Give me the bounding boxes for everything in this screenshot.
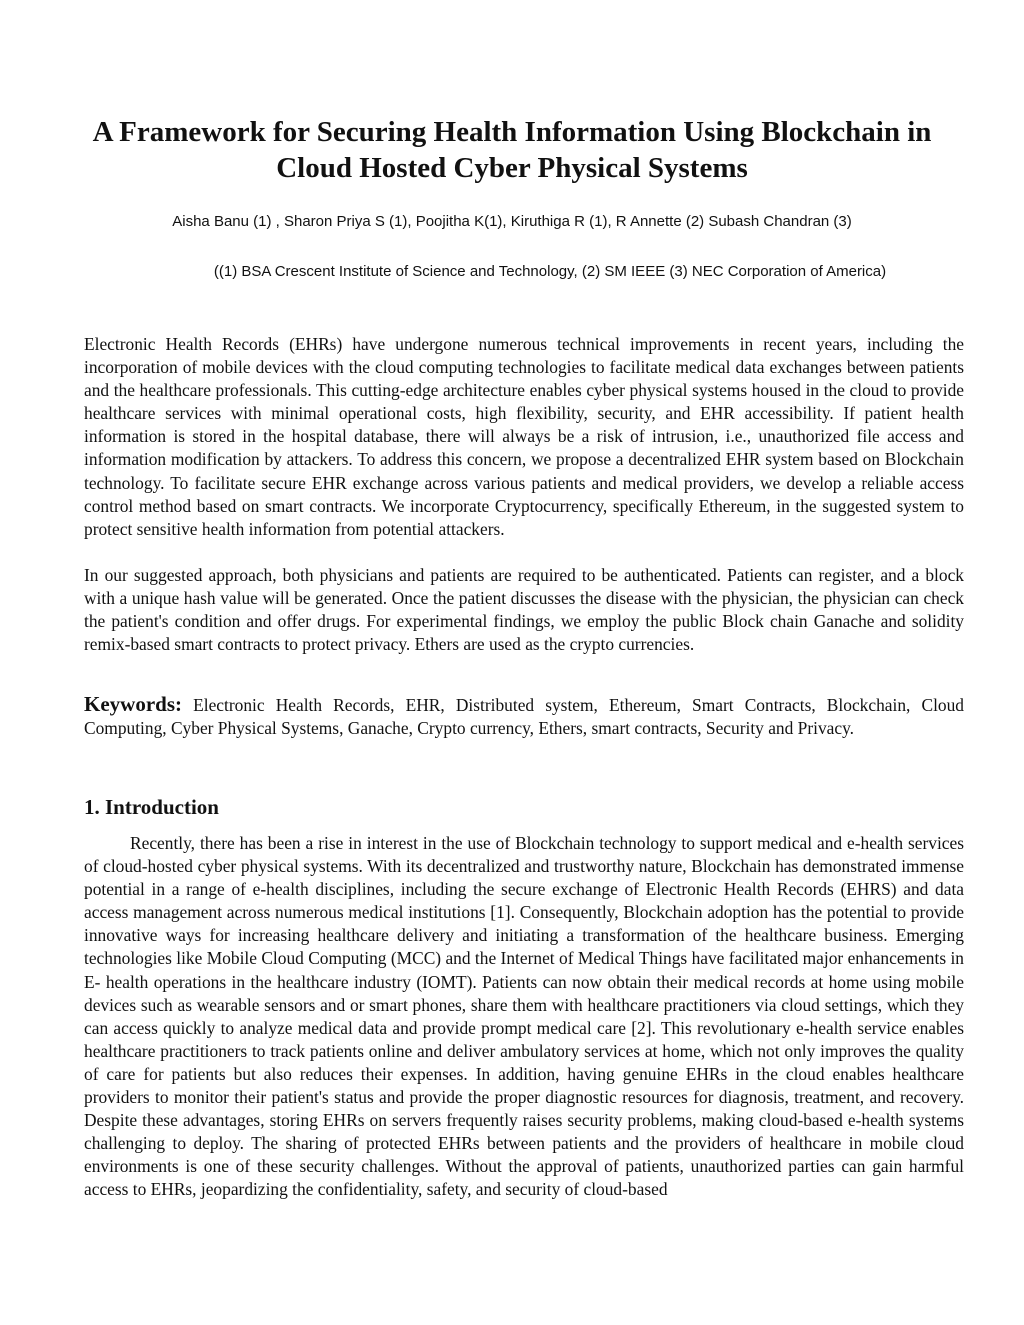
title-line-2: Cloud Hosted Cyber Physical Systems	[276, 152, 748, 184]
paper-title	[60, 114, 964, 186]
keywords-text: Electronic Health Records, EHR, Distributed system, Ethereum, Smart Contracts, Blockchain, Cloud Computing, Cyber Physical Systems, Ganache, Crypto currency, Ethers, smart contracts, Security and Privacy.	[84, 695, 964, 739]
introduction-heading: 1. Introduction	[84, 795, 219, 819]
author-list: Aisha Banu (1) , Sharon Priya S (1), Poojitha K(1), Kiruthiga R (1), R Annette (2) Subash Chandran (3)	[172, 213, 852, 230]
keywords-label: Keywords:	[84, 692, 182, 716]
affiliations: ((1) BSA Crescent Institute of Science and Technology, (2) SM IEEE (3) NEC Corporation of America)	[213, 263, 887, 280]
title-line-1: A Framework for Securing Health Information Using Blockchain in	[92, 116, 932, 148]
keywords-section	[84, 693, 964, 740]
abstract-paragraph-2: In our suggested approach, both physicians and patients are required to be authenticated. Patients can register, and a block with a unique hash value will be generated. Once the patient discusses the disease with the physician, the physician can check the patient's condition and offer drugs. For experimental findings, we employ the public Block chain Ganache and solidity remix-based smart contracts to protect privacy. Ethers are used as the crypto currencies.	[84, 565, 964, 655]
abstract-paragraph-1: Electronic Health Records (EHRs) have undergone numerous technical improvements in recent years, including the incorporation of mobile devices with the cloud computing technologies to facilitate medical data exchanges between patients and the healthcare professionals. This cutting-edge architecture enables cyber physical systems housed in the cloud to provide healthcare services with minimal operational costs, high flexibility, security, and EHR accessibility. If patient health information is stored in the hospital database, there will always be a risk of intrusion, i.e., unauthorized file access and information modification by attackers. To address this concern, we propose a decentralized EHR system based on Blockchain technology. To facilitate secure EHR exchange across various patients and medical providers, we develop a reliable access control method based on smart contracts. We incorporate Cryptocurrency, specifically Ethereum, in the suggested system to protect sensitive health information from potential attackers.	[84, 334, 964, 539]
introduction-paragraph: Recently, there has been a rise in interest in the use of Blockchain technology to support medical and e-health services of cloud-hosted cyber physical systems. With its decentralized and trustworthy nature, Blockchain has demonstrated immense potential in a range of e-health disciplines, including the secure exchange of Electronic Health Records (EHRS) and data access management across numerous medical institutions [1]. Consequently, Blockchain adoption has the potential to provide innovative ways for increasing healthcare delivery and initiating a transformation of the healthcare business. Emerging technologies like Mobile Cloud Computing (MCC) and the Internet of Medical Things have facilitated major enhancements in E- health operations in the healthcare industry (IOMT). Patients can now obtain their medical records at home using mobile devices such as wearable sensors and or smart phones, share them with healthcare practitioners via cloud settings, which they can access quickly to analyze medical data and provide prompt medical care [2]. This revolutionary e-health service enables healthcare practitioners to track patients online and deliver ambulatory services at home, which not only improves the quality of care for patients but also reduces their expenses. In addition, having genuine EHRs in the cloud enables healthcare providers to monitor their patient's status and provide the proper diagnostic resources for diagnosis, treatment, and recovery. Despite these advantages, storing EHRs on servers frequently raises security problems, making cloud-based e-health systems challenging to deploy. The sharing of protected EHRs between patients and the providers of healthcare in mobile cloud environments is one of these security challenges. Without the approval of patients, unauthorized parties can gain harmful access to EHRs, jeopardizing the confidentiality, safety, and security of cloud-based	[84, 833, 964, 1200]
